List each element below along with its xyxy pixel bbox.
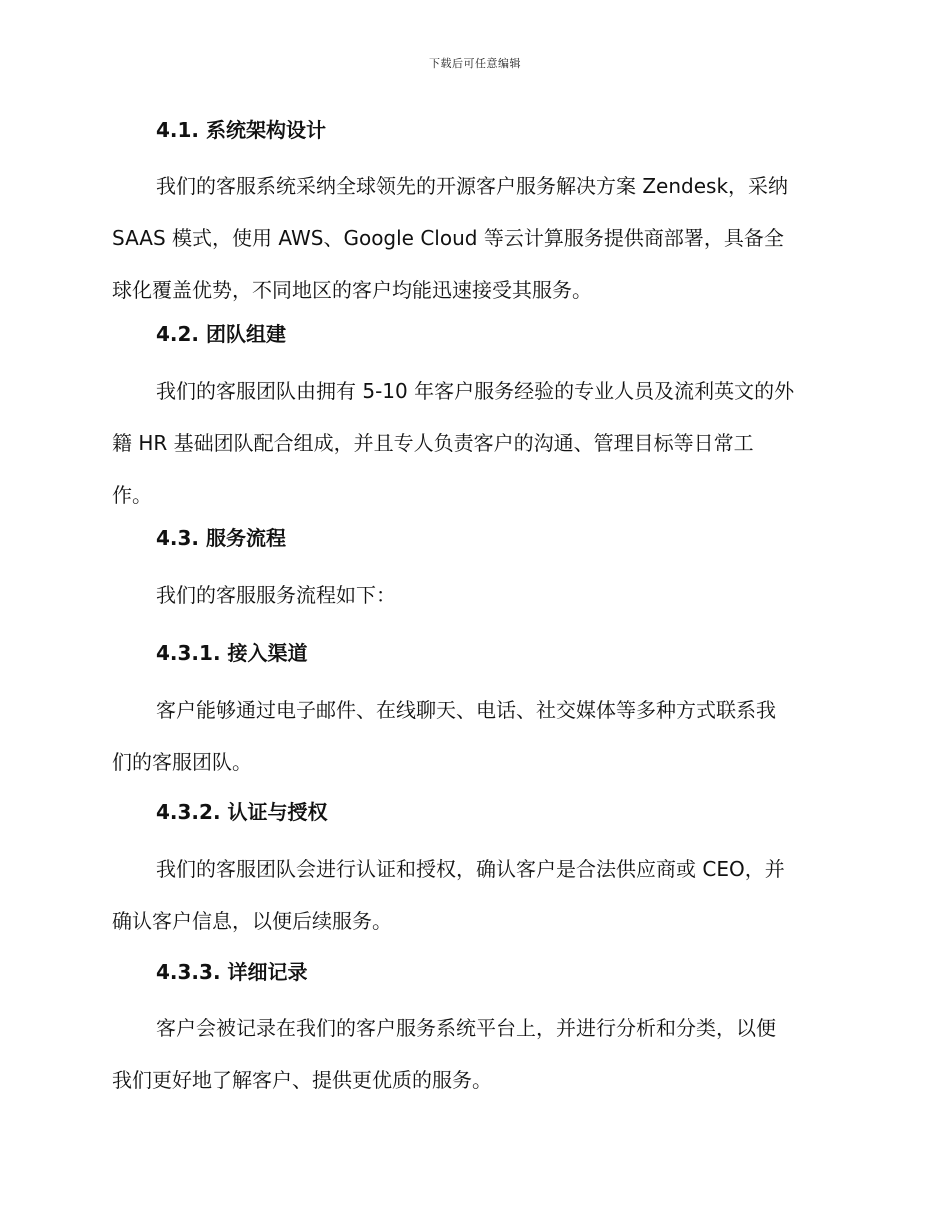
paragraph-line: 我们更好地了解客户、提供更优质的服务。: [112, 1068, 492, 1092]
paragraph-line: 客户能够通过电子邮件、在线聊天、电话、社交媒体等多种方式联系我: [156, 698, 776, 722]
paragraph-line: 籍 HR 基础团队配合组成，并且专人负责客户的沟通、管理目标等日常工: [112, 431, 754, 455]
section-heading-4-3-1: 4.3.1. 接入渠道: [156, 641, 308, 665]
paragraph-line: 确认客户信息，以便后续服务。: [112, 909, 392, 933]
paragraph-line: 球化覆盖优势，不同地区的客户均能迅速接受其服务。: [112, 278, 592, 302]
paragraph-line: 们的客服团队。: [112, 750, 252, 774]
section-body-4-3: [112, 569, 840, 621]
section-heading-4-1: 4.1. 系统架构设计: [156, 118, 326, 142]
section-body-4-3-2: [112, 843, 840, 947]
section-body-4-3-1: [112, 684, 840, 788]
header-note: 下载后可任意编辑: [429, 57, 521, 70]
section-heading-4-3-2: 4.3.2. 认证与授权: [156, 800, 328, 824]
section-body-4-1: [112, 160, 840, 316]
section-body-4-3-3: [112, 1002, 840, 1106]
paragraph-line: 作。: [112, 483, 152, 507]
section-body-4-2: [112, 365, 840, 521]
paragraph-line: 我们的客服团队会进行认证和授权，确认客户是合法供应商或 CEO，并: [156, 857, 785, 881]
section-heading-4-3-3: 4.3.3. 详细记录: [156, 960, 308, 984]
paragraph-line: 我们的客服团队由拥有 5-10 年客户服务经验的专业人员及流利英文的外: [156, 379, 795, 403]
paragraph-line: 客户会被记录在我们的客户服务系统平台上，并进行分析和分类，以便: [156, 1016, 776, 1040]
paragraph-line: 我们的客服系统采纳全球领先的开源客户服务解决方案 Zendesk，采纳: [156, 174, 789, 198]
paragraph-line: SAAS 模式，使用 AWS、Google Cloud 等云计算服务提供商部署，具备全: [112, 226, 784, 250]
section-heading-4-2: 4.2. 团队组建: [156, 322, 286, 346]
paragraph-line: 我们的客服服务流程如下：: [156, 583, 396, 607]
section-heading-4-3: 4.3. 服务流程: [156, 526, 286, 550]
